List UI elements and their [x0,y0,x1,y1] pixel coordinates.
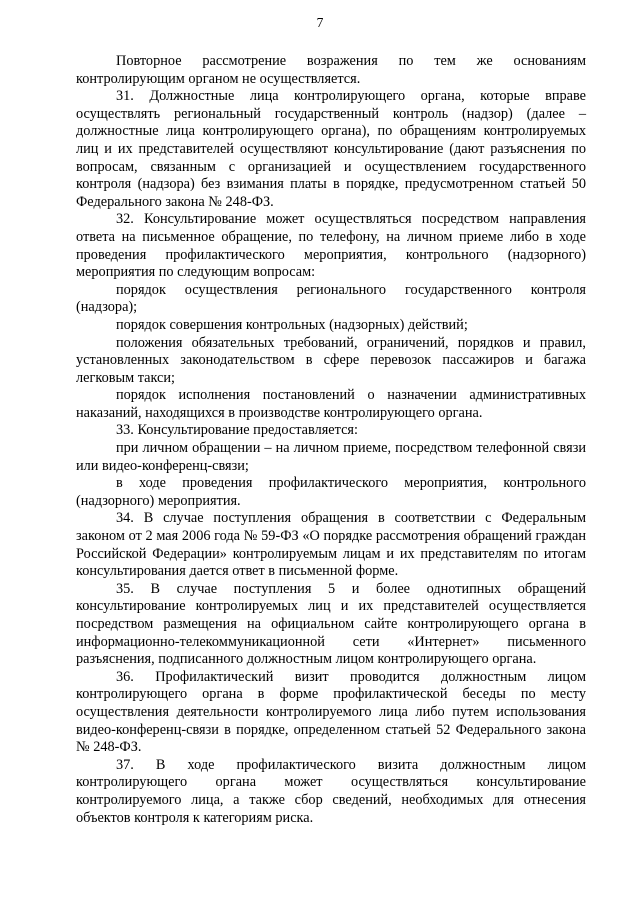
page-number: 7 [316,15,324,30]
paragraph-33: 33. Консультирование предоставляется: [116,422,358,439]
paragraph-37: 37. В ходе профилактического визита должностным лицом контролирующего органа может осуществляться консультирование контролируемого лица, а также сбор сведений, необходимых для отнесения объектов контроля к категориям риска. [76,756,586,826]
list-item-decisions-execution: порядок исполнения постановлений о назначении административных наказаний, находящихся в производстве контролирующего органа. [76,387,586,421]
list-item-personal-appeal: при личном обращении – на личном приеме, посредством телефонной связи или видео-конференц-связи; [76,440,586,474]
paragraph-31: 31. Должностные лица контролирующего органа, которые вправе осуществлять региональный государственный контроль (надзор) (далее – должностные лица контролирующего органа), по обращениям контролируемых лиц и их представителей осуществляют консультирование (дают разъяснения по вопросам, связанным с организацией и осуществлением государственного контроля (надзора) без взимания платы в порядке, предусмотренном статьей 50 Федерального закона № 248-ФЗ. [76,88,586,210]
list-item-control-procedure: порядок осуществления регионального государственного контроля (надзора); [76,281,586,316]
document-body [76,53,586,827]
list-item-preventive-event: в ходе проведения профилактического мероприятия, контрольного (надзорного) мероприятия. [76,475,586,509]
paragraph-objection-review: Повторное рассмотрение возражения по тем же основаниям контролирующим органом не осуществляется. [76,53,586,87]
paragraph-32: 32. Консультирование может осуществляться посредством направления ответа на письменное обращение, по телефону, на личном приеме либо в ходе проведения профилактического мероприятия, контрольного (надзорного) мероприятия по следующим вопросам: [76,211,586,281]
paragraph-35: 35. В случае поступления 5 и более однотипных обращений консультирование контролируемых лиц и их представителей осуществляется посредством размещения на официальном сайте контролирующего органа в информационно-телекоммуникационной сети «Интернет» письменного разъяснения, подписанного должностным лицом контролирующего органа. [76,580,586,668]
paragraph-34: 34. В случае поступления обращения в соответствии с Федеральным законом от 2 мая 2006 года № 59-ФЗ «О порядке рассмотрения обращений граждан Российской Федерации» контролируемым лицам и их представителям по итогам консультирования дается ответ в письменной форме. [76,510,586,580]
list-item-actions-procedure: порядок совершения контрольных (надзорных) действий; [116,316,468,333]
paragraph-36: 36. Профилактический визит проводится должностным лицом контролирующего органа в форме профилактической беседы по месту осуществления деятельности контролируемого лица либо путем использования видео-конференц-связи в порядке, определенном статьей 52 Федерального закона № 248-ФЗ. [76,668,586,756]
list-item-mandatory-requirements: положения обязательных требований, ограничений, порядков и правил, установленных законодательством в сфере перевозок пассажиров и багажа легковым такси; [76,334,586,386]
